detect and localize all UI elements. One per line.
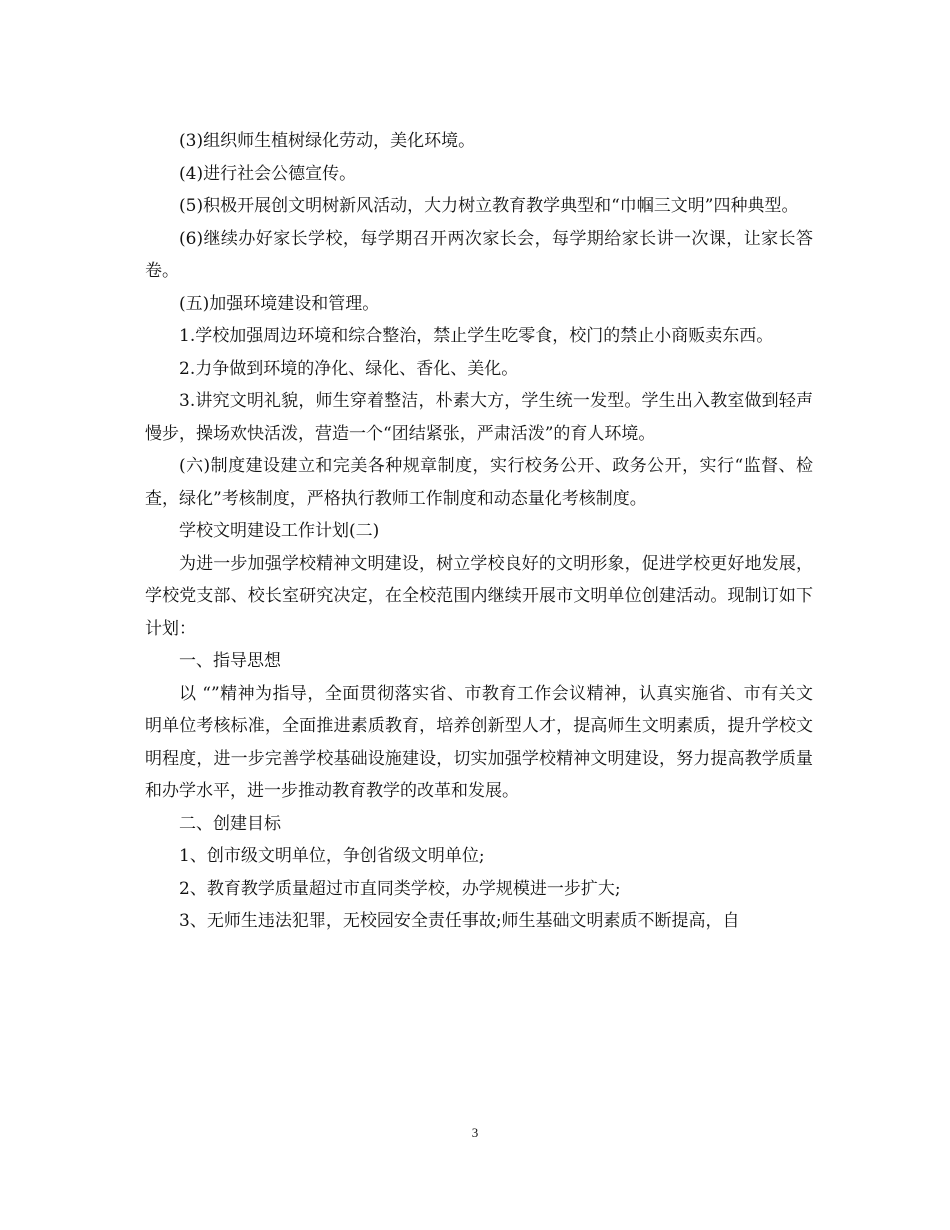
paragraph-5: (五)加强环境建设和管理。	[179, 293, 380, 314]
paragraph-11: 为进一步加强学校精神文明建设，树立学校良好的文明形象，促进学校更好地发展，学校党支部、校长室研究决定，在全校范围内继续开展市文明单位创建活动。现制订如下计划：	[145, 553, 813, 639]
section-heading-goals: 二、创建目标	[179, 813, 281, 834]
paragraph-17: 3、无师生违法犯罪，无校园安全责任事故;师生基础文明素质不断提高，自	[179, 911, 740, 931]
paragraph-9: (六)制度建设建立和完美各种规章制度，实行校务公开、政务公开，实行“监督、检查，绿化”考核制度，严格执行教师工作制度和动态量化考核制度。	[145, 456, 813, 509]
paragraph-7: 2.力争做到环境的净化、绿化、香化、美化。	[179, 358, 519, 379]
section-heading-plan-2: 学校文明建设工作计划(二)	[179, 521, 380, 541]
paragraph-8: 3.讲究文明礼貌，师生穿着整洁，朴素大方，学生统一发型。学生出入教室做到轻声慢步，操场欢快活泼，营造一个“团结紧张，严肃活泼”的育人环境。	[145, 391, 813, 444]
paragraph-6: 1.学校加强周边环境和综合整治，禁止学生吃零食，校门的禁止小商贩卖东西。	[179, 326, 774, 346]
section-heading-guiding-ideology: 一、指导思想	[179, 651, 281, 671]
paragraph-2: (4)进行社会公德宣传。	[179, 163, 357, 184]
document-body	[145, 125, 813, 938]
paragraph-3: (5)积极开展创文明树新风活动，大力树立教育教学典型和“巾帼三文明”四种典型。	[179, 196, 799, 216]
paragraph-4: (6)继续办好家长学校，每学期召开两次家长会，每学期给家长讲一次课，让家长答卷。	[145, 228, 813, 281]
paragraph-15: 1、创市级文明单位，争创省级文明单位;	[179, 846, 485, 866]
paragraph-13: 以 “”精神为指导，全面贯彻落实省、市教育工作会议精神，认真实施省、市有关文明单位考核标准，全面推进素质教育，培养创新型人才，提高师生文明素质，提升学校文明程度，进一步完善学校基础设施建设，切实加强学校精神文明建设，努力提高教学质量和办学水平，进一步推动教育教学的改革和发展。	[145, 683, 813, 801]
paragraph-1: (3)组织师生植树绿化劳动，美化环境。	[179, 131, 476, 151]
page-number: 3	[471, 1125, 479, 1140]
paragraph-16: 2、教育教学质量超过市直同类学校，办学规模进一步扩大;	[179, 878, 621, 899]
